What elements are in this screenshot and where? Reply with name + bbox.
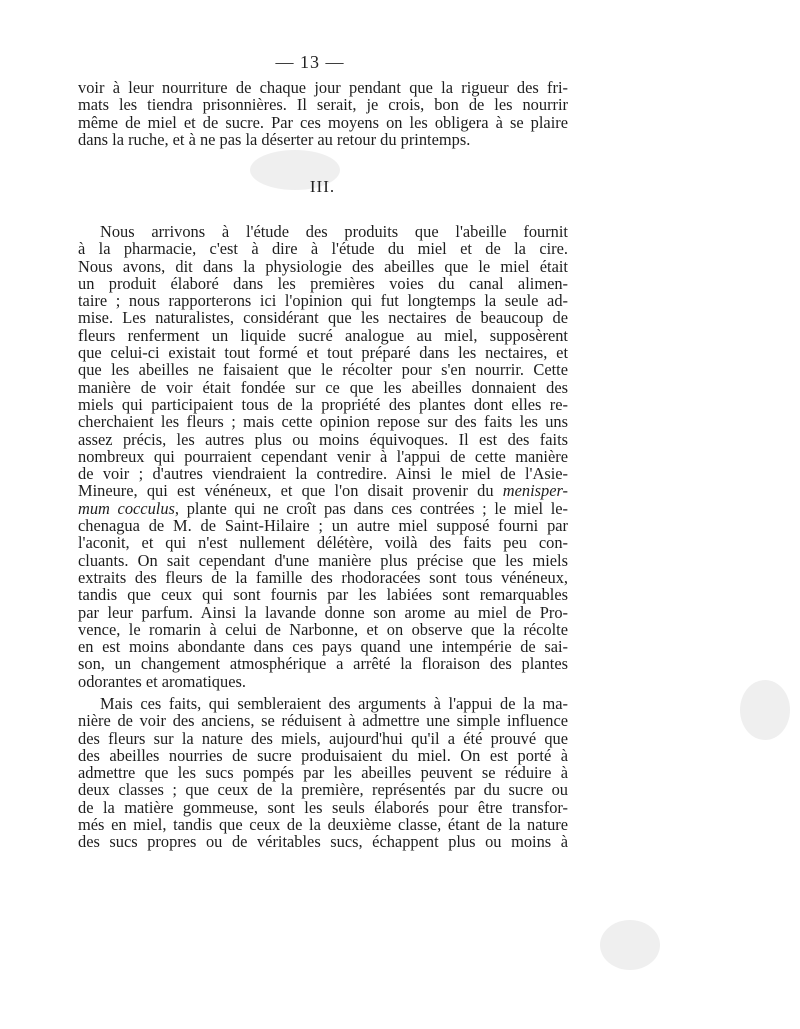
paragraph-2 <box>78 223 568 690</box>
text-line: admettre que les sucs pompés par les abeilles peuvent se réduire à <box>78 763 568 783</box>
text-fragment: , plante qui ne croît pas dans ces contrées ; le miel le- <box>174 498 569 518</box>
text-line: Mais ces faits, qui sembleraient des arguments à l'appui de la ma- <box>100 694 568 713</box>
text-line: de la matière gommeuse, sont les seuls élaborés pour être transfor- <box>78 797 568 817</box>
text-line: même de miel et de sucre. Par ces moyens on les obligera à se plaire <box>78 112 568 132</box>
text-line: mats les tiendra prisonnières. Il serait, je crois, bon de les nourrir <box>78 95 568 115</box>
text-line: miels qui participaient tous de la propriété des plantes dont elles re- <box>78 394 568 414</box>
text-line: més en miel, tandis que ceux de la deuxième classe, étant de la nature <box>78 815 568 835</box>
text-line: taire ; nous rapporterons ici l'opinion qui fut longtemps la seule ad- <box>78 291 568 311</box>
text-line-with-italic <box>78 500 568 517</box>
text-line: cherchaient les fleurs ; mais cette opinion repose sur des faits les uns <box>78 412 568 432</box>
paragraph-3 <box>78 695 568 851</box>
text-line: vence, le romarin à celui de Narbonne, et on observe que la récolte <box>78 619 568 639</box>
text-line: à la pharmacie, c'est à dire à l'étude du miel et de la cire. <box>78 239 568 259</box>
text-line: des abeilles nourries de sucre produisaient du miel. On est porté à <box>78 745 568 765</box>
text-line: par leur parfum. Ainsi la lavande donne son arome au miel de Pro- <box>78 602 568 622</box>
text-line: assez précis, les autres plus ou moins équivoques. Il est des faits <box>78 429 568 449</box>
paper-stain <box>740 680 790 740</box>
text-line: chenagua de M. de Saint-Hilaire ; un autre miel supposé fourni par <box>78 516 568 536</box>
text-line: cluants. On sait cependant d'une manière plus précise que les miels <box>78 550 568 570</box>
italic-term: mum cocculus <box>78 498 175 518</box>
text-line: un produit élaboré dans les premières voies du canal alimen- <box>78 273 568 293</box>
text-line: fleurs renferment un liquide sucré analogue au miel, supposèrent <box>78 325 568 345</box>
text-line: voir à leur nourriture de chaque jour pendant que la rigueur des fri- <box>78 78 568 97</box>
text-line: que les abeilles ne faisaient que le récolter pour s'en nourrir. Cette <box>78 360 568 380</box>
text-line: manière de voir était fondée sur ce que les abeilles donnaient des <box>78 377 568 397</box>
text-line: que celui-ci existait tout formé et tout préparé dans les nectaires, et <box>78 343 568 363</box>
section-heading: III. <box>309 177 336 196</box>
paper-stain <box>600 920 660 970</box>
text-line: tandis que ceux qui sont fournis par les labiées sont remarquables <box>78 585 568 605</box>
text-line: Nous arrivons à l'étude des produits que l'abeille fournit <box>100 222 568 241</box>
text-line: de voir ; d'autres viendraient la contredire. Ainsi le miel de l'Asie- <box>78 464 568 484</box>
text-line: nombreux qui pourraient cependant venir à l'appui de cette manière <box>78 446 568 466</box>
text-line: Nous avons, dit dans la physiologie des abeilles que le miel était <box>78 256 568 276</box>
text-line: mise. Les naturalistes, considérant que les nectaires de beaucoup de <box>78 308 568 328</box>
text-line: son, un changement atmosphérique a arrêté la floraison des plantes <box>78 654 568 674</box>
text-line-with-italic <box>78 482 568 499</box>
text-line: odorantes et aromatiques. <box>78 671 246 691</box>
text-line: nière de voir des anciens, se réduisent à admettre une simple influence <box>78 711 568 731</box>
text-line: en est moins abondante dans ces pays quand une intempérie de sai- <box>78 637 568 657</box>
text-line: deux classes ; que ceux de la première, représentés par du sucre ou <box>78 780 568 800</box>
text-fragment: Mineure, qui est vénéneux, et que l'on disait provenir du <box>78 481 503 501</box>
italic-term: menisper- <box>502 481 568 501</box>
text-line: des fleurs sur la nature des miels, aujourd'hui qu'il a été prouvé que <box>78 728 568 748</box>
text-line: extraits des fleurs de la famille des rhodoracées sont tous vénéneux, <box>78 567 568 587</box>
paragraph-1 <box>78 79 568 148</box>
text-line: l'aconit, et qui n'est nullement délétère, voilà des faits peu con- <box>78 533 568 553</box>
text-line: dans la ruche, et à ne pas la déserter au retour du printemps. <box>78 129 471 149</box>
text-line: des sucs propres ou de véritables sucs, échappent plus ou moins à <box>78 832 568 852</box>
page-number: — 13 — <box>275 52 345 72</box>
